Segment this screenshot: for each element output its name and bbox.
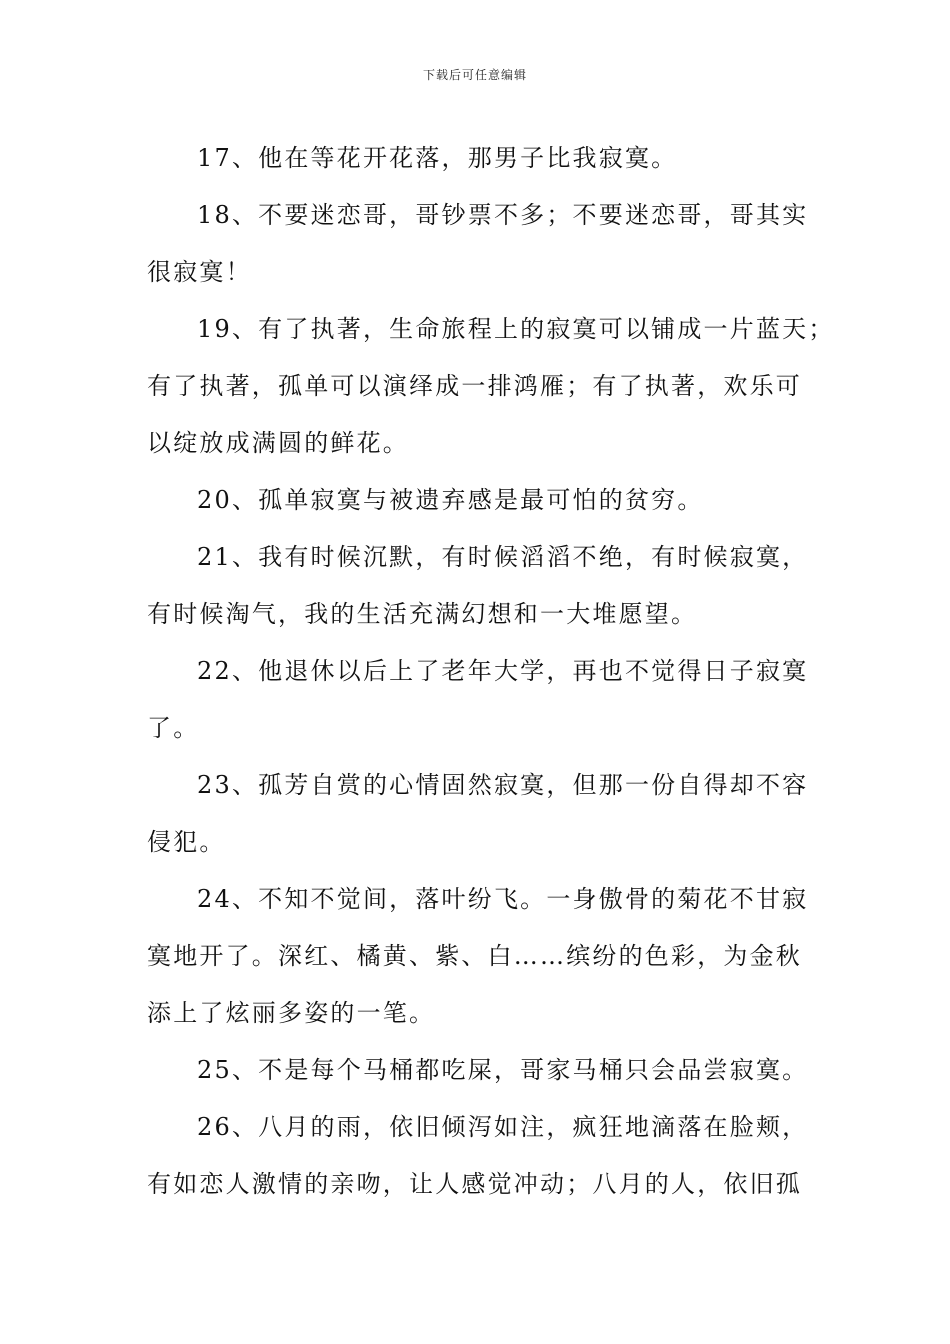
paragraph-line: 25、不是每个马桶都吃屎，哥家马桶只会品尝寂寞。 [197,1056,809,1084]
page-header: 下载后可任意编辑 [422,68,527,82]
paragraph-line: 侵犯。 [147,828,226,856]
paragraph-line: 了。 [147,714,200,742]
paragraph-26 [147,1099,817,1213]
paragraph-19 [147,301,835,472]
paragraph-line: 23、孤芳自赏的心情固然寂寞，但那一份自得却不容 [197,771,809,799]
paragraph-20 [147,472,817,529]
paragraph-line: 寞地开了。深红、橘黄、紫、白……缤纷的色彩，为金秋 [147,942,802,970]
paragraph-21 [147,529,817,643]
paragraph-line: 21、我有时候沉默，有时候滔滔不绝，有时候寂寞， [197,543,809,571]
paragraph-17 [147,130,817,187]
paragraph-line: 有时候淘气，我的生活充满幻想和一大堆愿望。 [147,600,698,628]
paragraph-24 [147,871,817,1042]
paragraph-line: 19、有了执著，生命旅程上的寂寞可以铺成一片蓝天； [197,315,835,343]
document-body [147,130,835,1213]
paragraph-line: 很寂寞！ [147,258,252,286]
paragraph-22 [147,643,817,757]
paragraph-line: 20、孤单寂寞与被遗弃感是最可怕的贫穷。 [197,486,704,514]
paragraph-line: 22、他退休以后上了老年大学，再也不觉得日子寂寞 [197,657,809,685]
paragraph-line: 18、不要迷恋哥，哥钞票不多；不要迷恋哥，哥其实 [197,201,809,229]
paragraph-line: 有如恋人激情的亲吻，让人感觉冲动；八月的人，依旧孤 [147,1170,802,1198]
paragraph-line: 26、八月的雨，依旧倾泻如注，疯狂地滴落在脸颊， [197,1113,809,1141]
paragraph-line: 有了执著，孤单可以演绎成一排鸿雁；有了执著，欢乐可 [147,372,802,400]
paragraph-25 [147,1042,817,1099]
paragraph-line: 17、他在等花开花落，那男子比我寂寞。 [197,144,678,172]
paragraph-line: 添上了炫丽多姿的一笔。 [147,999,436,1027]
paragraph-23 [147,757,817,871]
paragraph-18 [147,187,817,301]
paragraph-line: 24、不知不觉间，落叶纷飞。一身傲骨的菊花不甘寂 [197,885,809,913]
paragraph-line: 以绽放成满圆的鲜花。 [147,429,409,457]
